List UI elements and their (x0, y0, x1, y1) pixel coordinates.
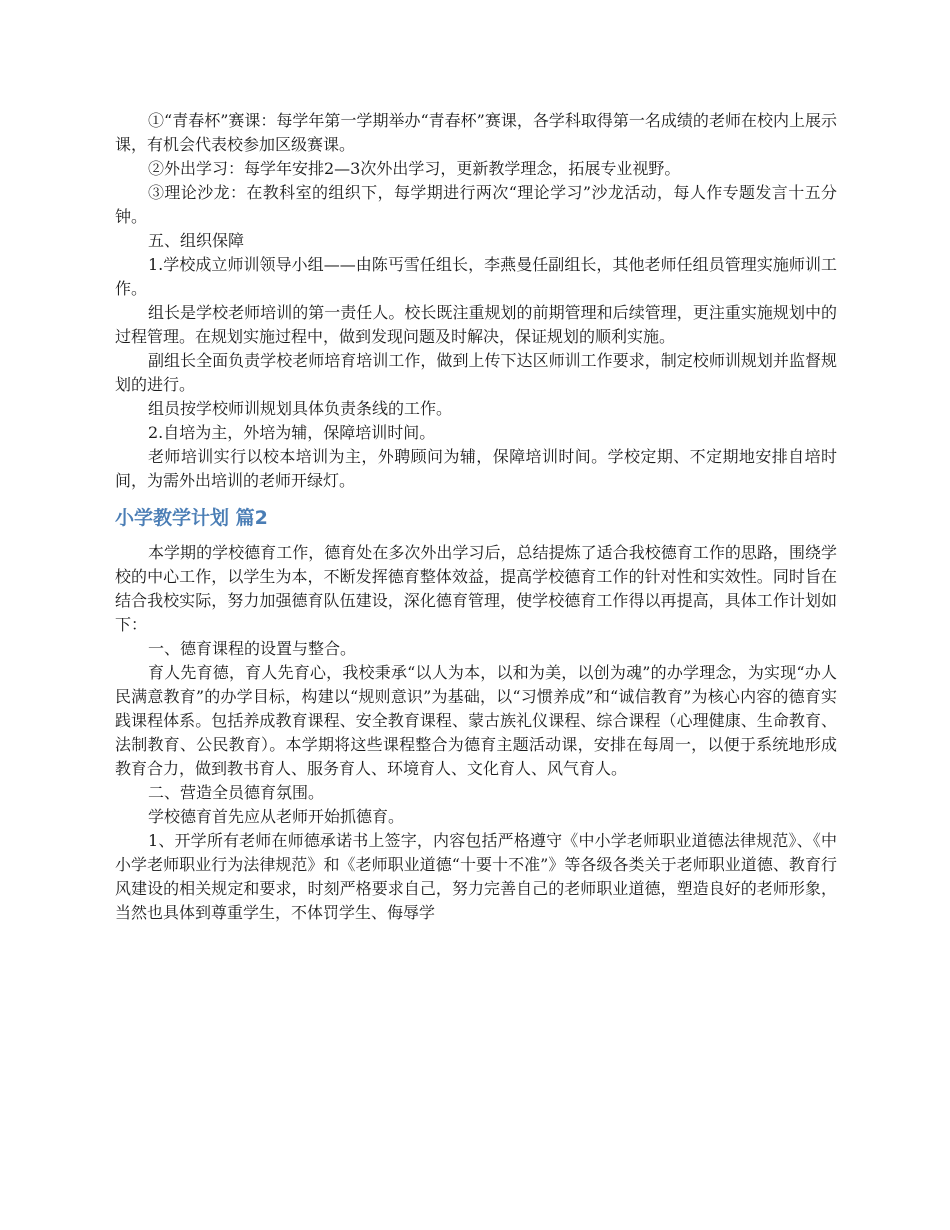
paragraph-member-duty: 组员按学校师训规划具体负责条线的工作。 (148, 399, 453, 418)
paragraph-moral-education-intro: 本学期的学校德育工作，德育处在多次外出学习后，总结提炼了适合我校德育工作的思路，围绕学校的中心工作，以学生为本，不断发挥德育整体效益，提高学校德育工作的针对性和实效性。同时旨在结合我校实际，努力加强德育队伍建设，深化德育管理，使学校德育工作得以再提高，具体工作计划如下： (115, 543, 837, 634)
subheading-organization-guarantee: 五、组织保障 (148, 231, 245, 250)
subheading-atmosphere: 二、营造全员德育氛围。 (148, 783, 325, 802)
paragraph-leading-group: 1.学校成立师训领导小组——由陈丐雪任组长，李燕曼任副组长，其他老师任组员管理实施师训工作。 (115, 255, 837, 298)
paragraph-qingchunbei-contest: ①“青春杯”赛课：每学年第一学期举办“青春杯”赛课，各学科取得第一名成绩的老师在校内上展示课，有机会代表校参加区级赛课。 (115, 111, 837, 154)
paragraph-external-study: ②外出学习：每学年安排2—3次外出学习，更新教学理念，拓展专业视野。 (148, 159, 681, 178)
subheading-course-setup: 一、德育课程的设置与整合。 (148, 639, 357, 658)
section-heading-plan-2: 小学教学计划 篇2 (115, 507, 268, 529)
paragraph-training-time: 老师培训实行以校本培训为主，外聘顾问为辅，保障培训时间。学校定期、不定期地安排自培时间，为需外出培训的老师开绿灯。 (115, 447, 837, 490)
paragraph-theory-salon: ③理论沙龙：在教科室的组织下，每学期进行两次“理论学习”沙龙活动，每人作专题发言十五分钟。 (115, 183, 837, 226)
paragraph-deputy-leader-duty: 副组长全面负责学校老师培育培训工作，做到上传下达区师训工作要求，制定校师训规划并监督规划的进行。 (115, 351, 837, 394)
paragraph-ethics-pledge: 1、开学所有老师在师德承诺书上签字，内容包括严格遵守《中小学老师职业道德法律规范》、《中小学老师职业行为法律规范》和《老师职业道德“十要十不准”》等各级各类关于老师职业道德、教育行风建设的相关规定和要求，时刻严格要求自己，努力完善自己的老师职业道德，塑造良好的老师形象，当然也具体到尊重学生，不体罚学生、侮辱学 (115, 831, 837, 922)
paragraph-teachers-first: 学校德育首先应从老师开始抓德育。 (148, 807, 405, 826)
paragraph-self-training: 2.自培为主，外培为辅，保障培训时间。 (148, 423, 436, 442)
paragraph-group-leader-duty: 组长是学校老师培训的第一责任人。校长既注重规划的前期管理和后续管理，更注重实施规划中的过程管理。在规划实施过程中，做到发现问题及时解决，保证规划的顺利实施。 (115, 303, 837, 346)
paragraph-course-system: 育人先育德，育人先育心，我校秉承“以人为本，以和为美，以创为魂”的办学理念，为实现“办人民满意教育”的办学目标，构建以“规则意识”为基础，以“习惯养成”和“诚信教育”为核心内容的德育实践课程体系。包括养成教育课程、安全教育课程、蒙古族礼仪课程、综合课程（心理健康、生命教育、法制教育、公民教育）。本学期将这些课程整合为德育主题活动课，安排在每周一，以便于系统地形成教育合力，做到教书育人、服务育人、环境育人、文化育人、风气育人。 (115, 663, 837, 778)
